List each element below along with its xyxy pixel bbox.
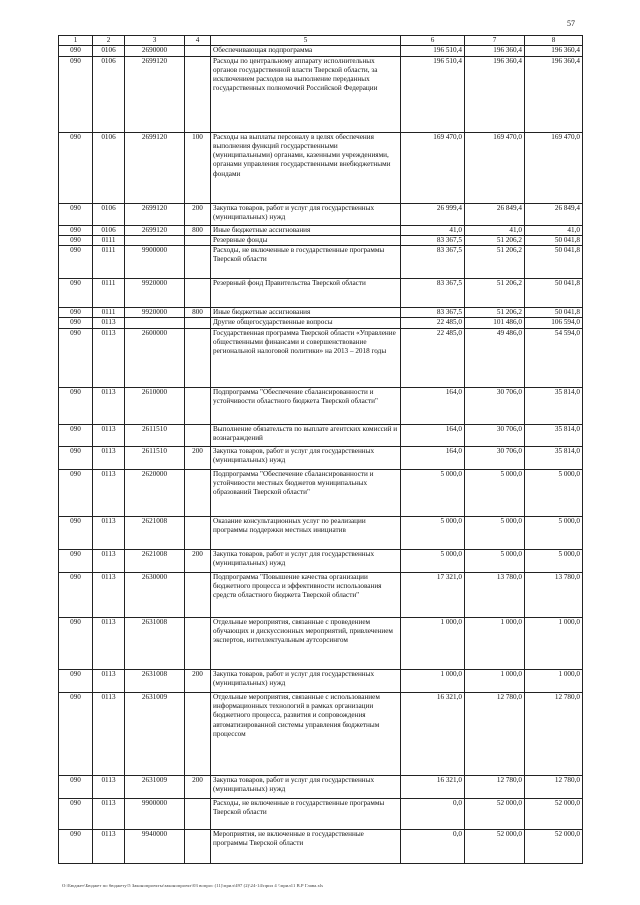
cell-name: Иные бюджетные ассигнования — [211, 308, 401, 318]
table-row — [59, 516, 583, 549]
cell-target: 9920000 — [125, 279, 185, 308]
cell-name: Закупка товаров, работ и услуг для государственных (муниципальных) нужд — [211, 775, 401, 798]
cell-amount-7: 26 849,4 — [465, 203, 525, 225]
cell-type — [185, 328, 211, 387]
header-col-7: 7 — [465, 36, 525, 46]
table-row — [59, 829, 583, 863]
cell-amount-7: 51 206,2 — [465, 235, 525, 245]
cell-admin: 090 — [59, 775, 93, 798]
cell-amount-8: 52 000,0 — [525, 798, 583, 829]
cell-amount-6: 41,0 — [401, 225, 465, 235]
cell-amount-6: 16 321,0 — [401, 692, 465, 775]
table-header-row — [59, 36, 583, 46]
cell-amount-6: 196 510,4 — [401, 46, 465, 56]
cell-amount-7: 5 000,0 — [465, 549, 525, 572]
cell-target: 2611510 — [125, 446, 185, 469]
table-row — [59, 246, 583, 279]
cell-admin: 090 — [59, 669, 93, 692]
cell-type: 200 — [185, 549, 211, 572]
cell-amount-6: 164,0 — [401, 446, 465, 469]
table-row — [59, 692, 583, 775]
cell-amount-7: 196 360,4 — [465, 46, 525, 56]
cell-amount-6: 164,0 — [401, 387, 465, 424]
cell-amount-6: 22 485,0 — [401, 318, 465, 328]
cell-name: Подпрограмма "Повышение качества организации бюджетного процесса и эффективности использования средств областного бюджета Тверской области" — [211, 572, 401, 617]
cell-section: 0113 — [93, 798, 125, 829]
cell-type — [185, 617, 211, 669]
table-row — [59, 279, 583, 308]
cell-target: 2699120 — [125, 56, 185, 132]
cell-section: 0113 — [93, 318, 125, 328]
cell-admin: 090 — [59, 279, 93, 308]
cell-name: Иные бюджетные ассигнования — [211, 225, 401, 235]
cell-target: 2630000 — [125, 572, 185, 617]
cell-amount-6: 5 000,0 — [401, 549, 465, 572]
cell-amount-8: 5 000,0 — [525, 469, 583, 516]
cell-amount-8: 52 000,0 — [525, 829, 583, 863]
cell-admin: 090 — [59, 132, 93, 203]
cell-amount-8: 1 000,0 — [525, 669, 583, 692]
cell-name: Подпрограмма "Обеспечение сбалансированности и устойчивости местных бюджетов муниципальных образований Тверской области" — [211, 469, 401, 516]
cell-type — [185, 279, 211, 308]
cell-section: 0113 — [93, 516, 125, 549]
cell-section: 0113 — [93, 387, 125, 424]
page-number: 57 — [567, 19, 575, 28]
cell-admin: 090 — [59, 318, 93, 328]
cell-name: Расходы на выплаты персоналу в целях обеспечения выполнения функций государственными (муниципальными) органами, казенными учреждениями, органами управления государственными внебюджетными фондами — [211, 132, 401, 203]
cell-amount-8: 50 041,8 — [525, 235, 583, 245]
cell-amount-8: 35 814,0 — [525, 446, 583, 469]
cell-admin: 090 — [59, 424, 93, 446]
cell-amount-6: 164,0 — [401, 424, 465, 446]
cell-target: 2699120 — [125, 225, 185, 235]
cell-admin: 090 — [59, 308, 93, 318]
cell-name: Закупка товаров, работ и услуг для государственных (муниципальных) нужд — [211, 446, 401, 469]
cell-admin: 090 — [59, 692, 93, 775]
cell-type — [185, 56, 211, 132]
cell-amount-7: 30 706,0 — [465, 446, 525, 469]
cell-amount-7: 52 000,0 — [465, 798, 525, 829]
cell-amount-7: 5 000,0 — [465, 469, 525, 516]
table-row — [59, 387, 583, 424]
cell-amount-6: 5 000,0 — [401, 516, 465, 549]
cell-type: 200 — [185, 203, 211, 225]
cell-section: 0106 — [93, 225, 125, 235]
cell-section: 0111 — [93, 246, 125, 279]
cell-amount-7: 52 000,0 — [465, 829, 525, 863]
cell-type — [185, 829, 211, 863]
cell-type — [185, 246, 211, 279]
cell-type: 800 — [185, 225, 211, 235]
cell-type — [185, 798, 211, 829]
cell-name: Отдельные мероприятия, связанные с проведением обучающих и дискуссионных мероприятий, привлечением экспертов, интеллектуальным аутсорсингом — [211, 617, 401, 669]
cell-amount-8: 169 470,0 — [525, 132, 583, 203]
cell-target: 2611510 — [125, 424, 185, 446]
cell-type — [185, 46, 211, 56]
cell-target: 9920000 — [125, 308, 185, 318]
cell-amount-7: 196 360,4 — [465, 56, 525, 132]
cell-target: 2690000 — [125, 46, 185, 56]
cell-name: Расходы по центральному аппарату исполнительных органов государственной власти Тверской области, за исключением расходов на выполнение переданных государственных полномочий Российской Федерации — [211, 56, 401, 132]
cell-type: 200 — [185, 446, 211, 469]
cell-name: Резервные фонды — [211, 235, 401, 245]
cell-amount-6: 16 321,0 — [401, 775, 465, 798]
cell-name: Закупка товаров, работ и услуг для государственных (муниципальных) нужд — [211, 669, 401, 692]
cell-target: 2621008 — [125, 549, 185, 572]
cell-target: 2699120 — [125, 132, 185, 203]
cell-amount-6: 1 000,0 — [401, 669, 465, 692]
table-row — [59, 669, 583, 692]
cell-amount-8: 1 000,0 — [525, 617, 583, 669]
cell-amount-8: 50 041,8 — [525, 308, 583, 318]
cell-section: 0113 — [93, 775, 125, 798]
budget-table — [58, 35, 583, 864]
cell-name: Резервный фонд Правительства Тверской области — [211, 279, 401, 308]
cell-target: 2699120 — [125, 203, 185, 225]
cell-type — [185, 516, 211, 549]
cell-section: 0113 — [93, 572, 125, 617]
cell-amount-7: 5 000,0 — [465, 516, 525, 549]
cell-section: 0111 — [93, 308, 125, 318]
cell-target: 2631009 — [125, 692, 185, 775]
cell-section: 0106 — [93, 56, 125, 132]
cell-name: Государственная программа Тверской области «Управление общественными финансами и совершенствование региональной налоговой политики» на 2013 – 2018 годы — [211, 328, 401, 387]
cell-section: 0113 — [93, 549, 125, 572]
cell-amount-7: 1 000,0 — [465, 617, 525, 669]
table-row — [59, 132, 583, 203]
cell-name: Оказание консультационных услуг по реализации программы поддержки местных инициатив — [211, 516, 401, 549]
header-col-5: 5 — [211, 36, 401, 46]
cell-admin: 090 — [59, 225, 93, 235]
table-row — [59, 308, 583, 318]
cell-amount-6: 83 367,5 — [401, 308, 465, 318]
header-col-2: 2 — [93, 36, 125, 46]
table-row — [59, 203, 583, 225]
cell-name: Расходы, не включенные в государственные программы Тверской области — [211, 246, 401, 279]
cell-admin: 090 — [59, 516, 93, 549]
cell-type: 800 — [185, 308, 211, 318]
cell-amount-8: 26 849,4 — [525, 203, 583, 225]
cell-name: Другие общегосударственные вопросы — [211, 318, 401, 328]
cell-target: 2600000 — [125, 328, 185, 387]
cell-target — [125, 318, 185, 328]
cell-amount-7: 13 780,0 — [465, 572, 525, 617]
cell-section: 0113 — [93, 617, 125, 669]
cell-amount-8: 35 814,0 — [525, 424, 583, 446]
cell-amount-7: 51 206,2 — [465, 279, 525, 308]
cell-amount-6: 5 000,0 — [401, 469, 465, 516]
table-row — [59, 318, 583, 328]
cell-name: Подпрограмма "Обеспечение сбалансированности и устойчивости областного бюджета Тверской области" — [211, 387, 401, 424]
cell-amount-8: 196 360,4 — [525, 46, 583, 56]
cell-amount-8: 35 814,0 — [525, 387, 583, 424]
header-col-6: 6 — [401, 36, 465, 46]
cell-amount-8: 5 000,0 — [525, 549, 583, 572]
cell-amount-7: 12 780,0 — [465, 775, 525, 798]
table-row — [59, 328, 583, 387]
cell-amount-8: 12 780,0 — [525, 775, 583, 798]
table-row — [59, 798, 583, 829]
cell-name: Выполнение обязательств по выплате агентских комиссий и вознаграждений — [211, 424, 401, 446]
cell-admin: 090 — [59, 246, 93, 279]
cell-target: 2620000 — [125, 469, 185, 516]
cell-type — [185, 469, 211, 516]
cell-type — [185, 424, 211, 446]
cell-amount-6: 83 367,5 — [401, 235, 465, 245]
cell-admin: 090 — [59, 328, 93, 387]
cell-amount-6: 0,0 — [401, 798, 465, 829]
cell-amount-7: 49 486,0 — [465, 328, 525, 387]
cell-section: 0113 — [93, 692, 125, 775]
cell-target: 2631009 — [125, 775, 185, 798]
cell-amount-7: 101 486,0 — [465, 318, 525, 328]
cell-target — [125, 235, 185, 245]
cell-admin: 090 — [59, 46, 93, 56]
cell-section: 0111 — [93, 279, 125, 308]
cell-amount-8: 196 360,4 — [525, 56, 583, 132]
cell-admin: 090 — [59, 203, 93, 225]
cell-amount-8: 5 000,0 — [525, 516, 583, 549]
cell-section: 0113 — [93, 328, 125, 387]
cell-amount-6: 22 485,0 — [401, 328, 465, 387]
table-row — [59, 572, 583, 617]
cell-section: 0113 — [93, 829, 125, 863]
cell-section: 0111 — [93, 235, 125, 245]
cell-amount-6: 83 367,5 — [401, 246, 465, 279]
cell-amount-6: 169 470,0 — [401, 132, 465, 203]
cell-target: 2621008 — [125, 516, 185, 549]
cell-amount-7: 51 206,2 — [465, 246, 525, 279]
cell-type — [185, 692, 211, 775]
table-row — [59, 469, 583, 516]
table-row — [59, 424, 583, 446]
cell-section: 0113 — [93, 446, 125, 469]
cell-target: 9900000 — [125, 246, 185, 279]
table-row — [59, 617, 583, 669]
cell-target: 2610000 — [125, 387, 185, 424]
cell-name: Обеспечивающая подпрограмма — [211, 46, 401, 56]
cell-amount-8: 41,0 — [525, 225, 583, 235]
cell-section: 0106 — [93, 203, 125, 225]
cell-section: 0113 — [93, 424, 125, 446]
cell-amount-8: 50 041,8 — [525, 246, 583, 279]
file-path-footer: O:\Бюджет\Бюджет по бюджету\5 Законопроекты\законопроект\03 вопрос (11)\прил\497 (2)\24-14\прил 4 \\прил11 В.Р Глава.xls — [62, 883, 324, 888]
cell-amount-7: 30 706,0 — [465, 424, 525, 446]
cell-section: 0106 — [93, 132, 125, 203]
cell-section: 0113 — [93, 469, 125, 516]
cell-admin: 090 — [59, 572, 93, 617]
cell-type: 200 — [185, 669, 211, 692]
cell-type — [185, 318, 211, 328]
cell-amount-7: 41,0 — [465, 225, 525, 235]
cell-name: Мероприятия, не включенные в государственные программы Тверской области — [211, 829, 401, 863]
cell-amount-6: 83 367,5 — [401, 279, 465, 308]
cell-section: 0113 — [93, 669, 125, 692]
cell-admin: 090 — [59, 617, 93, 669]
table-row — [59, 549, 583, 572]
cell-target: 9900000 — [125, 798, 185, 829]
header-col-1: 1 — [59, 36, 93, 46]
table-row — [59, 446, 583, 469]
table-row — [59, 225, 583, 235]
cell-amount-7: 169 470,0 — [465, 132, 525, 203]
cell-admin: 090 — [59, 446, 93, 469]
table-row — [59, 46, 583, 56]
cell-name: Закупка товаров, работ и услуг для государственных (муниципальных) нужд — [211, 203, 401, 225]
table-row — [59, 235, 583, 245]
cell-admin: 090 — [59, 56, 93, 132]
cell-section: 0106 — [93, 46, 125, 56]
cell-admin: 090 — [59, 387, 93, 424]
cell-amount-7: 12 780,0 — [465, 692, 525, 775]
header-col-3: 3 — [125, 36, 185, 46]
cell-target: 9940000 — [125, 829, 185, 863]
cell-amount-7: 1 000,0 — [465, 669, 525, 692]
cell-admin: 090 — [59, 829, 93, 863]
cell-type — [185, 572, 211, 617]
cell-amount-8: 13 780,0 — [525, 572, 583, 617]
cell-amount-8: 50 041,8 — [525, 279, 583, 308]
cell-admin: 090 — [59, 235, 93, 245]
cell-target: 2631008 — [125, 617, 185, 669]
cell-name: Расходы, не включенные в государственные программы Тверской области — [211, 798, 401, 829]
cell-type — [185, 387, 211, 424]
cell-amount-8: 54 594,0 — [525, 328, 583, 387]
header-col-4: 4 — [185, 36, 211, 46]
cell-name: Закупка товаров, работ и услуг для государственных (муниципальных) нужд — [211, 549, 401, 572]
table-row — [59, 775, 583, 798]
cell-type — [185, 235, 211, 245]
cell-type: 100 — [185, 132, 211, 203]
cell-amount-7: 51 206,2 — [465, 308, 525, 318]
header-col-8: 8 — [525, 36, 583, 46]
cell-amount-8: 12 780,0 — [525, 692, 583, 775]
cell-target: 2631008 — [125, 669, 185, 692]
cell-amount-6: 196 510,4 — [401, 56, 465, 132]
cell-admin: 090 — [59, 549, 93, 572]
cell-name: Отдельные мероприятия, связанные с использованием информационных технологий в рамках организации бюджетного процесса, развития и сопровождения автоматизированной системы управления бюджетным процессом — [211, 692, 401, 775]
cell-admin: 090 — [59, 798, 93, 829]
cell-amount-6: 0,0 — [401, 829, 465, 863]
cell-amount-6: 1 000,0 — [401, 617, 465, 669]
cell-amount-6: 17 321,0 — [401, 572, 465, 617]
cell-amount-7: 30 706,0 — [465, 387, 525, 424]
cell-amount-6: 26 999,4 — [401, 203, 465, 225]
cell-amount-8: 106 594,0 — [525, 318, 583, 328]
table-row — [59, 56, 583, 132]
cell-admin: 090 — [59, 469, 93, 516]
cell-type: 200 — [185, 775, 211, 798]
